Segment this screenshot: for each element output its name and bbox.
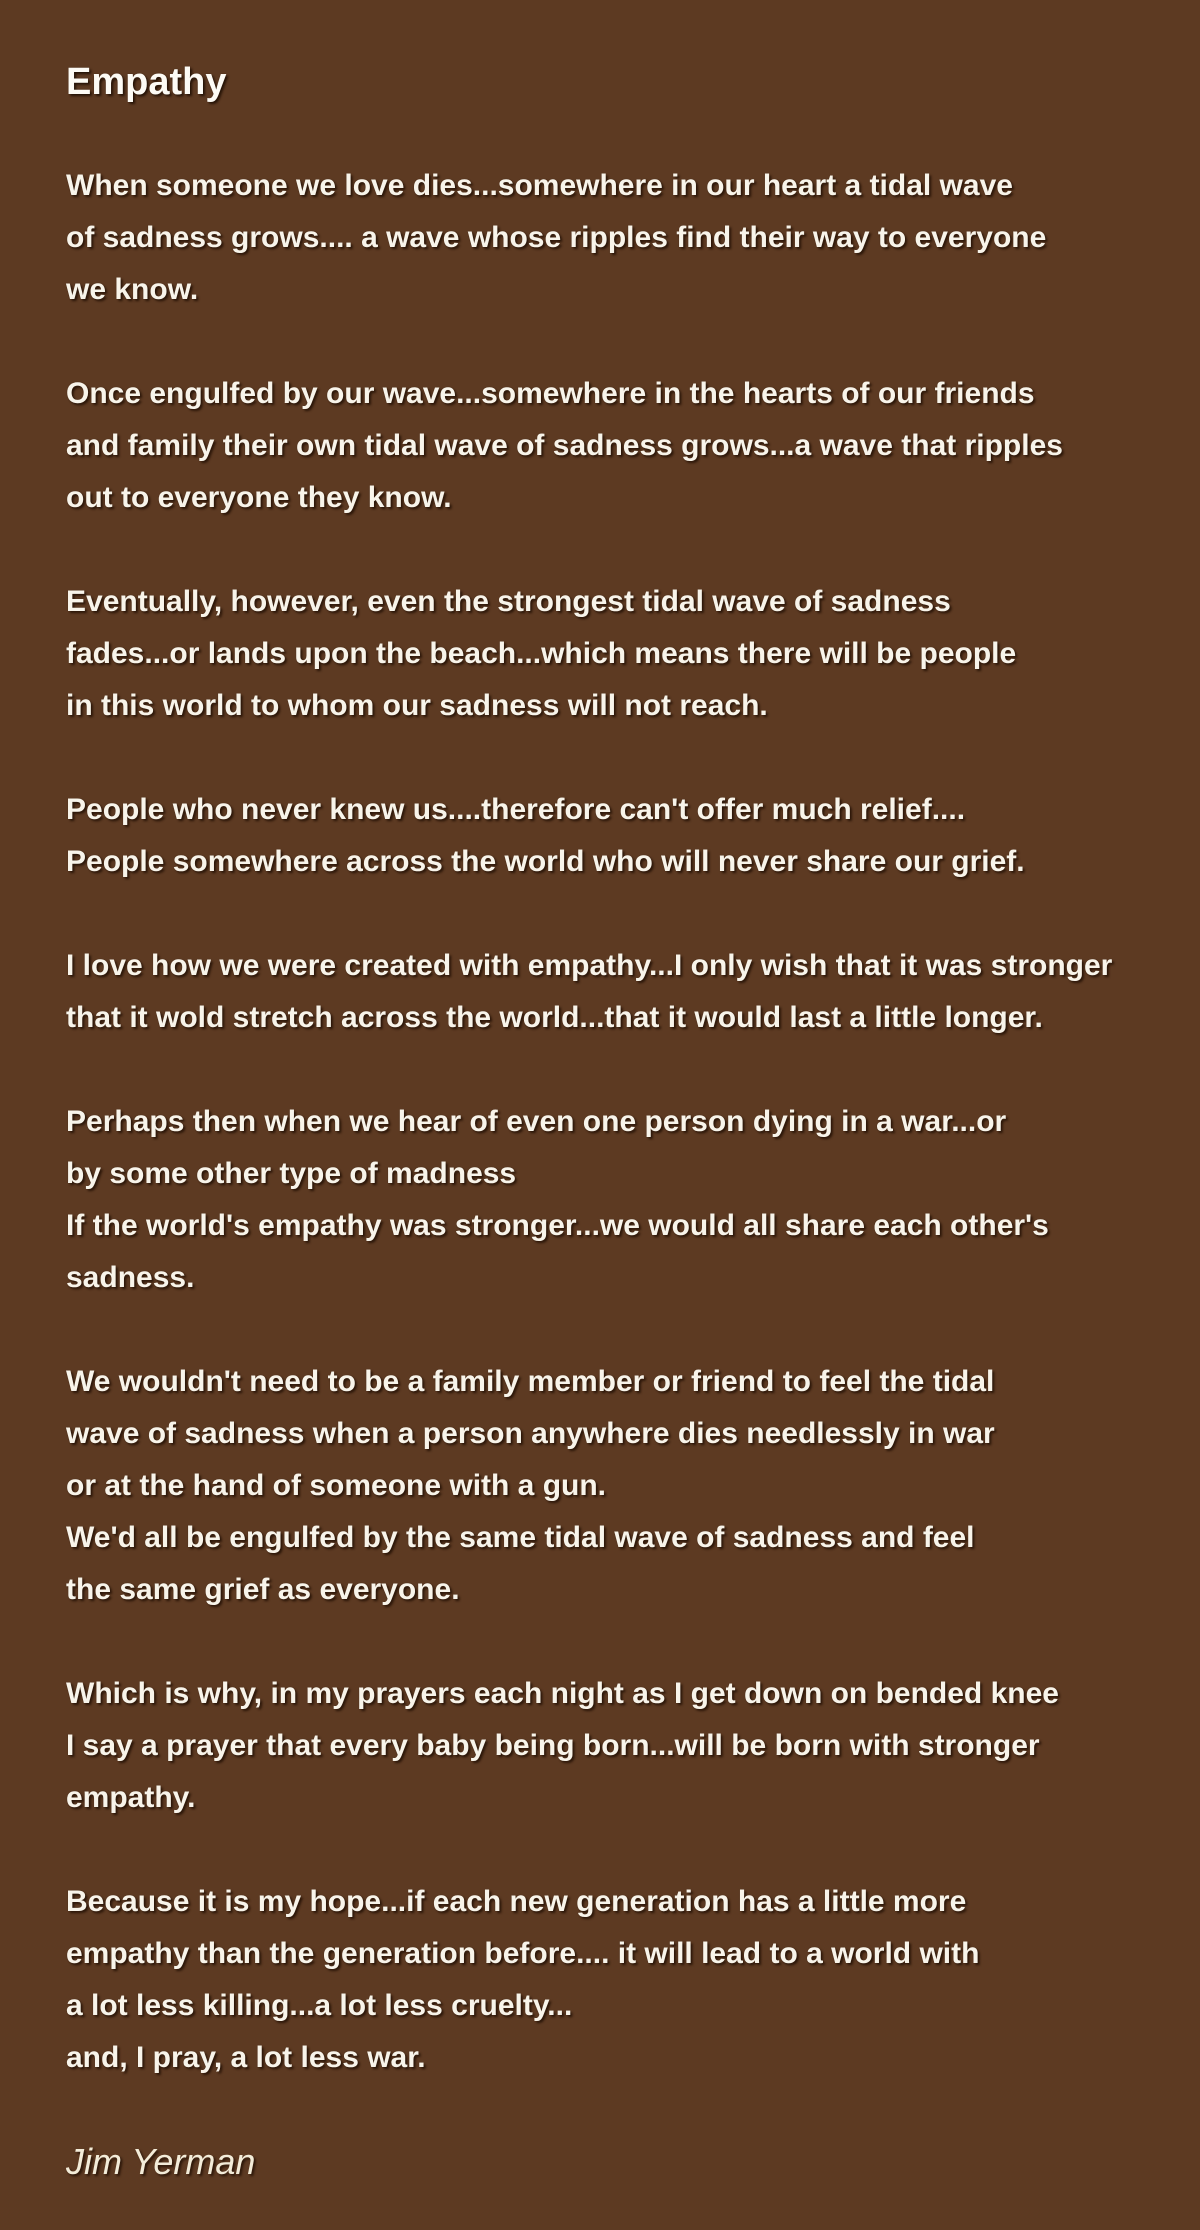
poem-stanza xyxy=(66,940,1200,1044)
poem-stanza xyxy=(66,368,1200,524)
poem-line: empathy than the generation before.... it will lead to a world with xyxy=(66,1937,980,1970)
poem-line: in this world to whom our sadness will not reach. xyxy=(66,689,768,722)
poem-stanza xyxy=(66,1876,1200,2084)
poem-line: I love how we were created with empathy...I only wish that it was stronger xyxy=(66,949,1113,982)
poem-line: Perhaps then when we hear of even one person dying in a war...or xyxy=(66,1105,1007,1138)
poem-stanza xyxy=(66,576,1200,732)
poem-line: sadness. xyxy=(66,1261,195,1294)
poem-page xyxy=(66,56,1200,2188)
poem-line: and, I pray, a lot less war. xyxy=(66,2041,426,2074)
poem-body xyxy=(66,160,1200,2084)
poem-line: Because it is my hope...if each new generation has a little more xyxy=(66,1885,967,1918)
poem-stanza xyxy=(66,1096,1200,1304)
poem-line: People who never knew us....therefore can't offer much relief.... xyxy=(66,793,966,826)
poem-line: by some other type of madness xyxy=(66,1157,517,1190)
poem-line: We'd all be engulfed by the same tidal wave of sadness and feel xyxy=(66,1521,975,1554)
poem-line: the same grief as everyone. xyxy=(66,1573,460,1606)
poem-author: Jim Yerman xyxy=(66,2141,256,2182)
poem-stanza xyxy=(66,1356,1200,1616)
poem-title: Empathy xyxy=(66,61,227,103)
poem-stanza xyxy=(66,784,1200,888)
poem-line: When someone we love dies...somewhere in our heart a tidal wave xyxy=(66,169,1013,202)
poem-line: that it wold stretch across the world...that it would last a little longer. xyxy=(66,1001,1043,1034)
poem-line: a lot less killing...a lot less cruelty... xyxy=(66,1989,573,2022)
poem-line: Eventually, however, even the strongest tidal wave of sadness xyxy=(66,585,951,618)
poem-line: wave of sadness when a person anywhere dies needlessly in war xyxy=(66,1417,995,1450)
poem-line: Which is why, in my prayers each night as I get down on bended knee xyxy=(66,1677,1059,1710)
poem-line: We wouldn't need to be a family member or friend to feel the tidal xyxy=(66,1365,995,1398)
poem-line: of sadness grows.... a wave whose ripples find their way to everyone xyxy=(66,221,1047,254)
poem-line: If the world's empathy was stronger...we would all share each other's xyxy=(66,1209,1049,1242)
poem-line: empathy. xyxy=(66,1781,196,1814)
poem-line: People somewhere across the world who will never share our grief. xyxy=(66,845,1025,878)
poem-stanza xyxy=(66,1668,1200,1824)
poem-line: out to everyone they know. xyxy=(66,481,452,514)
poem-line: or at the hand of someone with a gun. xyxy=(66,1469,607,1502)
poem-stanza xyxy=(66,160,1200,316)
poem-line: we know. xyxy=(66,273,199,306)
poem-line: I say a prayer that every baby being born...will be born with stronger xyxy=(66,1729,1040,1762)
poem-line: and family their own tidal wave of sadness grows...a wave that ripples xyxy=(66,429,1063,462)
poem-line: fades...or lands upon the beach...which means there will be people xyxy=(66,637,1017,670)
poem-line: Once engulfed by our wave...somewhere in the hearts of our friends xyxy=(66,377,1035,410)
